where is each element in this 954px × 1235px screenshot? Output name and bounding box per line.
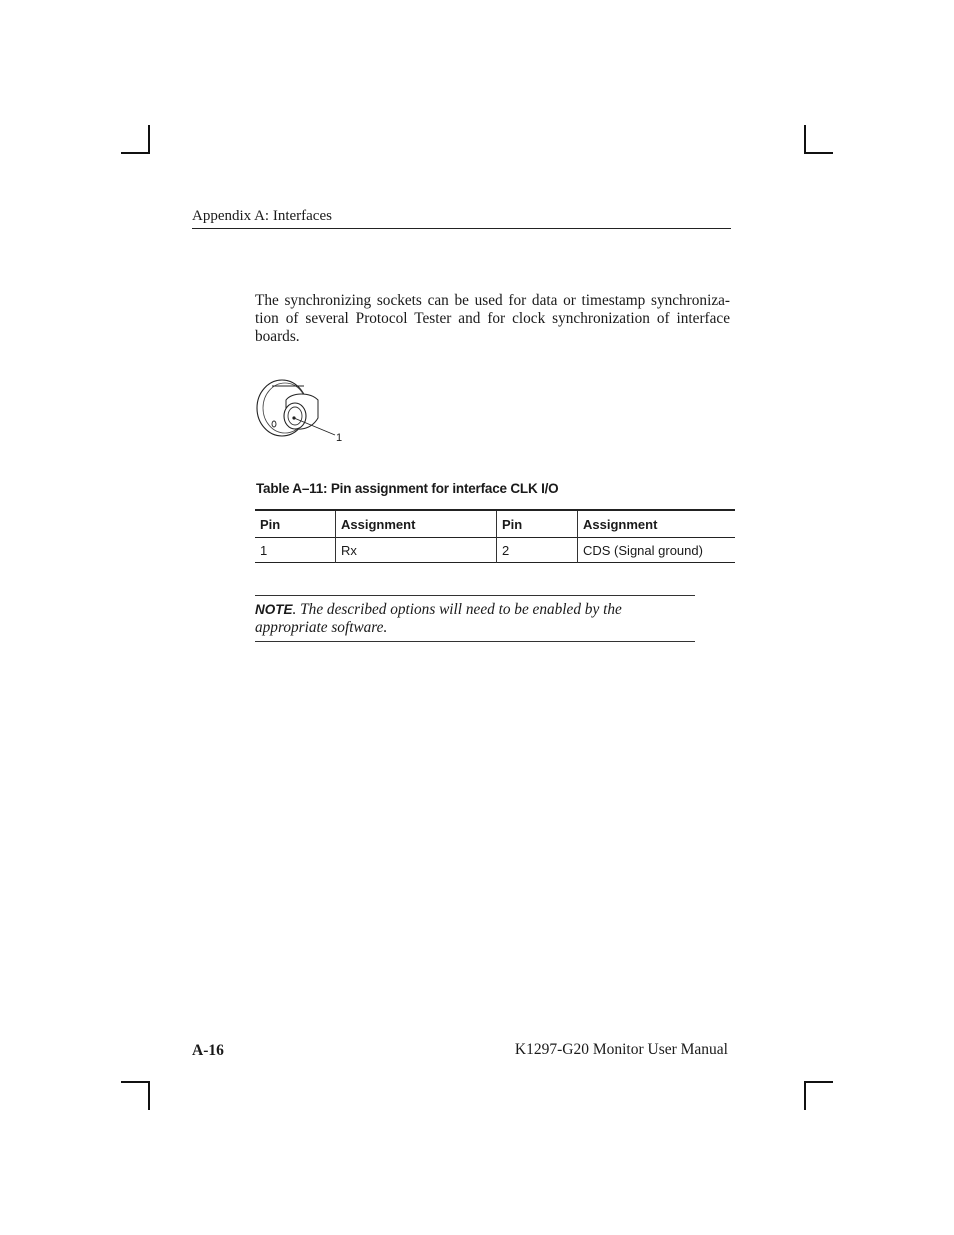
crop-mark-top-left-vertical bbox=[148, 125, 150, 154]
note-label: NOTE bbox=[255, 602, 293, 617]
figure-callout-label: 1 bbox=[336, 432, 343, 444]
table-cell: CDS (Signal ground) bbox=[578, 538, 736, 563]
table-row bbox=[255, 538, 735, 563]
crop-mark-bottom-right-horizontal bbox=[804, 1081, 833, 1083]
pin-assignment-table bbox=[255, 509, 735, 563]
crop-mark-top-right-vertical bbox=[804, 125, 806, 154]
crop-mark-bottom-right-vertical bbox=[804, 1081, 806, 1110]
crop-mark-top-right-horizontal bbox=[804, 152, 833, 154]
page-number: A-16 bbox=[192, 1042, 224, 1059]
column-header-pin: Pin bbox=[497, 510, 578, 538]
crop-mark-bottom-left-horizontal bbox=[121, 1081, 150, 1083]
table-header-row bbox=[255, 510, 735, 538]
table-cell: 1 bbox=[260, 542, 268, 558]
note-text: . The described options will need to be enabled by the appropriate software. bbox=[255, 601, 622, 636]
note-box bbox=[255, 595, 695, 642]
table-caption: Table A–11: Pin assignment for interface CLK I/O bbox=[256, 481, 559, 496]
crop-mark-bottom-left-vertical bbox=[148, 1081, 150, 1110]
table-cell: 2 bbox=[497, 538, 578, 563]
column-header-assignment: Assignment bbox=[336, 510, 497, 538]
running-header: Appendix A: Interfaces bbox=[192, 207, 731, 229]
body-paragraph: The synchronizing sockets can be used for data or timestamp synchroniza-tion of several Protocol Tester and for clock synchronization of interface boards. bbox=[255, 292, 730, 345]
table-cell: Rx bbox=[336, 538, 497, 563]
column-header-assignment: Assignment bbox=[578, 510, 736, 538]
manual-title: K1297-G20 Monitor User Manual bbox=[514, 1041, 728, 1058]
crop-mark-top-left-horizontal bbox=[121, 152, 150, 154]
column-header-pin: Pin bbox=[260, 516, 281, 532]
